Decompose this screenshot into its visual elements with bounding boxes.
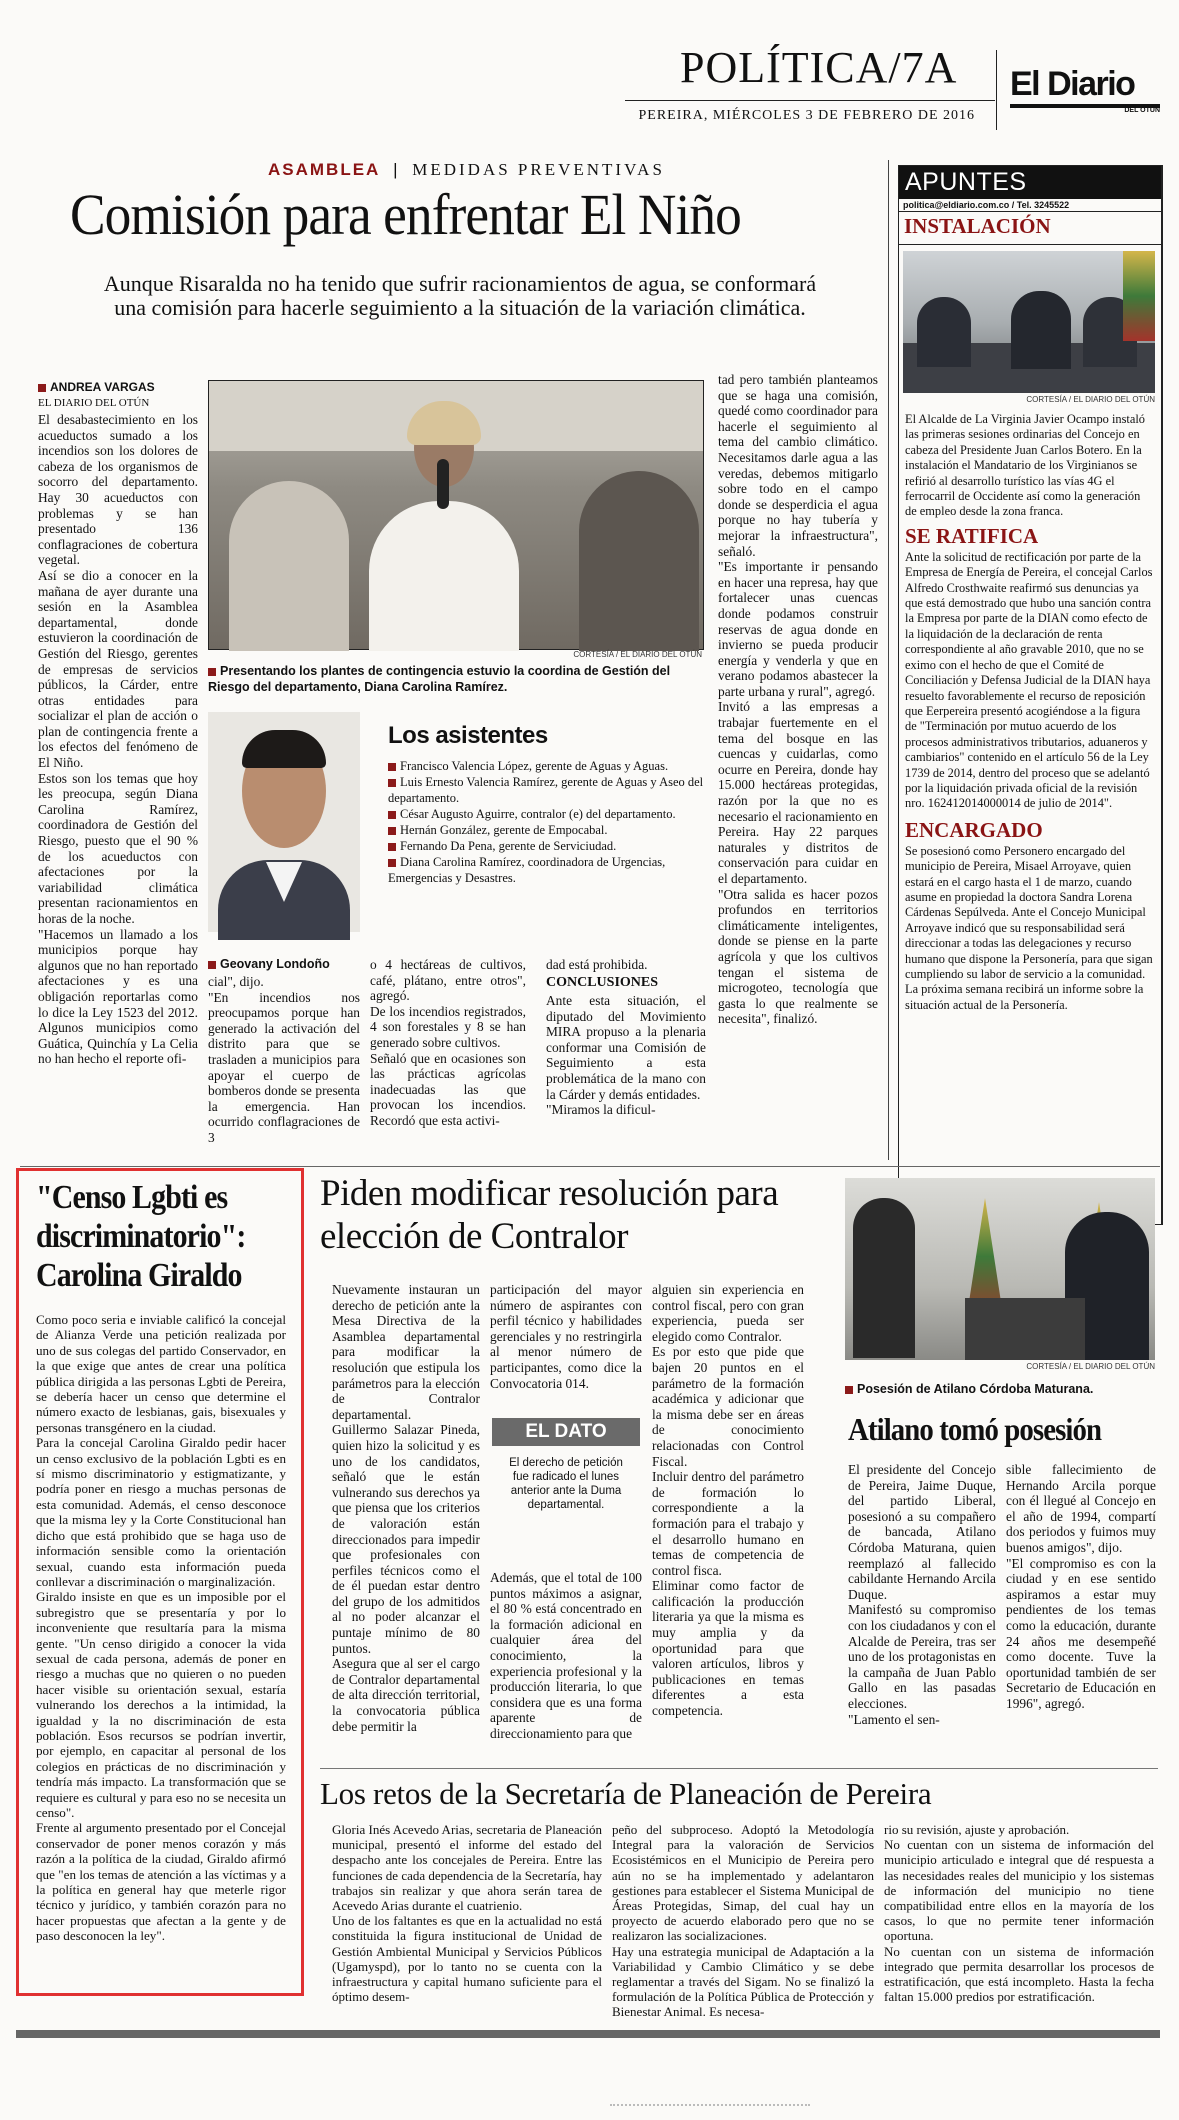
- photo-person-right: [579, 471, 699, 651]
- section-divider: [20, 1166, 1160, 1167]
- apuntes-vrule: [888, 160, 889, 1160]
- atilano-photo: [845, 1178, 1155, 1360]
- apuntes-s2-title: SE RATIFICA: [905, 523, 1039, 548]
- main-headline: Comisión para enfrentar El Niño: [70, 182, 741, 247]
- contralor-headline: Piden modificar resolución para elección de Contralor: [320, 1173, 779, 1257]
- main-col1-text: El desabastecimiento en los acueductos sumado a los incendios son los dolores de cabeza de los organismos de socorro del departamento. Hay 30 acueductos con problemas y se han presentado 136 conflagraciones de cobertura vegetal. Así se dio a conocer en la mañana de ayer durante una sesión en la Asamblea departamental, donde estuvieron la coordinación de Gestión del Riesgo, gerentes de empresas de servicios públicos, la Cárder, entre otras entidades para socializar el plan de acción o plan de contingencia frente a los efectos del fenómeno de El Niño. Estos son los temas que hoy les preocupa, según Diana Carolina Ramírez, coordinadora de Gestión del Riesgo, puesto que el 90 % de los acueductos con afectaciones por la variabilidad climática presentan racionamientos en horas de la noche. "Hacemos un llamado a los municipios porque hay algunos que no han reportado afectaciones y es una obligación reportarlas como lo dice la Ley 1523 del 2012. Algunos municipios como Guática, Quinchía y La Celia no han hecho el reporte ofi-: [38, 412, 198, 1067]
- asistente-item: Fernando Da Pena, gerente de Serviciudad.: [388, 838, 710, 854]
- brand-sub: DEL OTÚN: [1124, 107, 1160, 114]
- planeacion-col2: peño del subproceso. Adoptó la Metodología Integral para la valoración de Servicios Ecosistémicos en el Municipio de Pereira pero aún no se ha implementado y adelantaron gestiones para establecer el Sistema Municipal de Áreas Protegidas, Simap, del cual hay un proyecto de acuerdo elaborado pero que no se realizaron las socializaciones. Hay una estrategia municipal de Adaptación a la Variabilidad y Cambio Climático y se debe reglamentar a través del Sigam. No se finalizó la formulación de la Política Pública de Protección y Bienestar Animal. Es necesa-: [612, 1822, 874, 2020]
- main-col2a: cial", dijo. "En incendios nos preocupamos porque han generado la activación del distrito para que se trasladen a municipios para apoyar el cuerpo de bomberos donde se presenta la emergencia. Han ocurrido conflagraciones de 3: [208, 974, 360, 1145]
- dateline: PEREIRA, MIÉRCOLES 3 DE FEBRERO DE 2016: [638, 108, 975, 123]
- apuntes-contact: politica@eldiario.com.co / Tel. 3245522: [899, 199, 1161, 212]
- main-col1: [38, 412, 198, 1222]
- bullet-icon: [388, 779, 396, 787]
- bullet-icon: [388, 811, 396, 819]
- kicker-sep: |: [393, 160, 400, 179]
- atilano-person-left: [853, 1198, 915, 1358]
- bullet-icon: [845, 1386, 853, 1394]
- photo-speaker: [208, 380, 704, 650]
- asistentes-box: [388, 722, 710, 886]
- byline-outlet: EL DIARIO DEL OTÚN: [38, 396, 150, 409]
- main-col2b: o 4 hectáreas de cultivos, café, plátano, entre otros", agregó. De los incendios registrados, 4 son forestales y 8 se han generado sobre cultivos. Señaló que en ocasiones son las prácticas agrícolas inadecuadas las que provocan los incendios. Recordó que esta activi-: [370, 957, 526, 1128]
- asistentes-title: Los asistentes: [388, 722, 548, 749]
- contralor-col1: Nuevamente instauran un derecho de petición ante la Mesa Directiva de la Asamblea departamental para modificar la resolución que estipula los parámetros para la elección de Contralor departamental. Guillermo Salazar Pineda, quien hizo la solicitud y es uno de los candidatos, señaló que le están vulnerando sus derechos ya que piensa que los criterios de valoración están direccionados para impedir que profesionales con perfiles técnicos como el de él puedan estar dentro del grupo de los admitidos al no poder alcanzar el puntaje mínimo de 80 puntos. Asegura que al ser el cargo de Contralor departamental de alta dirección territorial, la convocatoria pública debe permitir la: [332, 1282, 480, 1734]
- kicker: [268, 160, 665, 180]
- contralor-col3: alguien sin experiencia en control fiscal, pero con gran experiencia, pueda ser elegido como Contralor. Es por esto que pide que bajen 20 puntos en el parámetro de la formación académica y adicionar que la misma debe ser en áreas de conocimiento relacionadas con Control Fiscal. Incluir dentro del parámetro de formación lo correspondiente a la formación para el trabajo y el desarrollo humano en temas de competencia de control fisca. Eliminar como factor de calificación la producción literaria ya que la misma es muy amplia y da oportunidad para que valoren artículos, libros y publicaciones en temas diferentes a esta competencia.: [652, 1282, 804, 1719]
- main-col2c: Ante esta situación, el diputado del Movimiento MIRA propuso a la plenaria conformar una Comisión de Seguimiento a esta problemática de la mano con la Cárder y demás entidades. "Miramos la dificul-: [546, 993, 706, 1118]
- dato-text: El derecho de petición fue radicado el lunes anterior ante la Duma departamental.: [509, 1457, 623, 1511]
- atilano-caption: Posesión de Atilano Córdoba Maturana.: [845, 1382, 1155, 1396]
- atilano-podium: [965, 1298, 1085, 1360]
- bullet-icon: [38, 384, 46, 392]
- dato-title: EL DATO: [492, 1418, 640, 1446]
- apuntes-s1-title: INSTALACIÓN: [899, 212, 1161, 245]
- censo-headline: "Censo Lgbti es discriminatorio": Carolina Giraldo: [36, 1179, 246, 1294]
- apuntes-photo-flag: [1123, 251, 1155, 341]
- bottom-dots: [610, 2104, 810, 2108]
- planeacion-rule: [320, 1768, 1158, 1769]
- asistente-item: Diana Carolina Ramírez, coordinadora de Urgencias, Emergencias y Desastres.: [388, 855, 666, 885]
- conclusiones-title: CONCLUSIONES: [546, 975, 659, 990]
- main-col2c-top: dad está prohibida.: [546, 957, 648, 972]
- photo-speaker-body: [369, 501, 519, 651]
- main-col3: tad pero también planteamos que se haga una comisión, quedé como coordinador para hacerle el seguimiento al tema del cambio climático. Necesitamos darle agua a las veredas, debemos mitigarlo sobre todo en el campo donde se desperdicia el agua porque no hay tubería y mejorar la infraestructura", señaló. "Es importante ir pensando en hacer una represa, hay que fortalecer unas cuencas donde podamos construir reservas de agua donde en invierno se pueda producir energía y venderla y que en verano podamos abastecer la parte urbana y rural", agregó. Invitó a las empresas a trabajar fuertemente en el tema del bosque en las cuencas y cuidarlas, como ocurre en Pereira, donde hay 15.000 hectáreas protegidas, razón por la que no es necesario el racionamiento en Pereira. Hay 22 parques naturales y distritos de conservación para cuidar en el departamento. "Otra salida es hacer pozos profundos en territorios climáticamente inteligentes, donde se piense en la parte agrícola y que los cultivos tengan el sistema de microgoteo, tecnología que gasta lo que realmente se necesita", finalizó.: [718, 372, 878, 1027]
- photo-person-left: [229, 481, 349, 651]
- photo-mic: [437, 459, 449, 509]
- asistentes-list: [388, 758, 710, 886]
- apuntes-photo-person1: [917, 297, 971, 367]
- masthead-vrule: [996, 50, 997, 130]
- bottom-band: [16, 2030, 1160, 2038]
- photo1-credit: CORTESÍA / EL DIARIO DEL OTÚN: [573, 650, 702, 659]
- censo-text: Como poco seria e inviable calificó la concejal de Alianza Verde una petición realizada por uno de sus colegas del partido Conservador, en la que exige que antes de crear una política pública dirigida a las personas Lgbti de Pereira, se debería hacer un censo que determine el número exacto de lesbianas, gais, bisexuales y personas transgénero en la ciudad. Para la concejal Carolina Giraldo pedir hacer un censo exclusivo de la población Lgbti es en sí mismo discriminatorio y estigmatizante, y podría poner en riesgo a muchas personas de esta comunidad. Además, el censo desconoce que la misma ley y la Corte Constitucional han dicho que está prohibido que se haga uso de información sensible como la orientación sexual, cuando esta información pueda conllevar a discriminación o marginalización. Giraldo insiste en que es un imposible por el subregistro que se presentaría y por lo inconveniente que resultaría para la misma gente. "Un censo dirigido a conocer la vida sexual de cada persona, además de poner en riesgo a muchas que no quieren o no pueden hacer visible su orientación sexual, estaría vulnerando los derechos a la intimidad, la igualdad y la no discriminación de esta población. Esos recursos se podrían invertir, por ejemplo, en capacitar al personal de los colegios en prácticas de no discriminación y tendría más impacto. La transformación que se requiere es cultural y para eso no se necesita un censo". Frente al argumento presentado por el Concejal conservador de poner menos corazón y más razón a la política de la ciudad, Giraldo afirmó que "en los temas de atención a las víctimas y a la política en general hay que meterle rigor técnico y jurídico, y también corazón para no hacer propuestas que afectan a la gente y de paso desconocen la ley".: [36, 1312, 286, 1944]
- apuntes-photo: [903, 251, 1155, 393]
- contralor-col2b: Además, que el total de 100 puntos máximos a asignar, el 80 % está concentrado en la formación adicional en cualquier área del conocimiento, la experiencia profesional y la producción literaria, lo que considera que es una forma aparente de direccionamiento para que: [490, 1570, 642, 1741]
- apuntes-photo-credit: CORTESÍA / EL DIARIO DEL OTÚN: [1026, 395, 1155, 404]
- atilano-photo-credit: CORTESÍA / EL DIARIO DEL OTÚN: [1026, 1362, 1155, 1371]
- kicker-asamblea: ASAMBLEA: [268, 160, 381, 179]
- apuntes-title: APUNTES: [899, 166, 1161, 199]
- asistente-item: Hernán González, gerente de Empocabal.: [388, 822, 710, 838]
- kicker-medidas: MEDIDAS PREVENTIVAS: [412, 160, 665, 179]
- bullet-icon: [208, 668, 216, 676]
- planeacion-col3: rio su revisión, ajuste y aprobación. No cuentan con un sistema de información del municipio articulado e integral que dé respuesta a las necesidades reales del municipio y los sistemas de información del municipio no tiene compatibilidad entre ellos en la mayoría de los casos, lo que no permite tener información oportuna. No cuentan con un sistema de información integrado que permita desarrollar los procesos de estratificación, que está incompleto. Hasta la fecha faltan 15.000 predios por estratificación.: [884, 1822, 1154, 2005]
- apuntes-sidebar: [898, 165, 1163, 1225]
- portrait-caption: Geovany Londoño: [208, 957, 358, 971]
- asistente-item: César Augusto Aguirre, contralor (e) del departamento.: [388, 806, 710, 822]
- main-deck: Aunque Risaralda no ha tenido que sufrir racionamientos de agua, se conformará una comisión para hacerle seguimiento a la situación de la variación climática.: [103, 271, 817, 320]
- bullet-icon: [208, 961, 216, 969]
- brand-logo: [1010, 66, 1160, 114]
- byline-author: ANDREA VARGAS: [38, 380, 198, 396]
- atilano-col2: sible fallecimiento de Hernando Arcila porque con él llegué al Concejo en el año de 1994, compartí dos periodos y fuimos muy buenos amigos", dijo. "El compromiso es con la ciudad y en ese sentido aspiramos a estar muy pendientes de los temas como la educación, durante 24 años me desempeñé como docente. Tuve la oportunidad también de ser Secretario de Educación en 1996", agregó.: [1006, 1462, 1156, 1711]
- atilano-headline: Atilano tomó posesión: [848, 1411, 1102, 1447]
- bullet-icon: [388, 859, 396, 867]
- byline: [38, 380, 198, 411]
- masthead-rule: [625, 100, 995, 101]
- contralor-col2a: participación del mayor número de aspirantes con perfil técnico y habilidades gerenciales y no restringirla al menor número de participantes, como dice la Convocatoria 014.: [490, 1282, 642, 1391]
- planeacion-headline: Los retos de la Secretaría de Planeación de Pereira: [320, 1776, 932, 1811]
- atilano-col1: El presidente del Concejo de Pereira, Jaime Duque, del partido Liberal, posesionó a su compañero de bancada, Atilano Córdoba Maturana, quien reemplazó al fallecido cabildante Hernando Arcila Duque. Manifestó su compromiso con los ciudadanos y con el Alcalde de Pereira, tras ser uno de los protagonistas en la campaña de Juan Pablo Gallo en las pasadas elecciones. "Lamento el sen-: [848, 1462, 996, 1727]
- dato-box: [492, 1418, 640, 1522]
- brand-name: El Diario: [1010, 65, 1135, 103]
- apuntes-photo-person2: [1011, 291, 1071, 369]
- asistente-item: Francisco Valencia López, gerente de Aguas y Aguas.: [388, 758, 710, 774]
- section-title: POLÍTICA/7A: [680, 43, 958, 92]
- apuntes-s3-text: Se posesionó como Personero encargado del municipio de Pereira, Misael Arroyave, quien estará en el cargo hasta el 1 de marzo, cuando asume en propiedad la doctora Sandra Lorena Cárdenas Sepúlveda. Ante el Concejo Municipal Arroyave indicó que su responsabilidad será direccionar a todas las delegaciones y recurso humano que dispone la Personería, para que sigan cumpliendo su labor de servicio a la comunidad. La próxima semana recibirá un informe sobre la situación actual de la Personería.: [905, 843, 1153, 1012]
- bullet-icon: [388, 843, 396, 851]
- portrait-hair: [242, 730, 326, 768]
- apuntes-s1-text: El Alcalde de La Virginia Javier Ocampo instaló las primeras sesiones ordinarias del Concejo en cabeza del Presidente Juan Carlos Botero. En la instalación el Mandatario de los Virginianos se refirió al desarrollo turístico las vías 4G el ferrocarril de Occidente así como la generación de empleo desde la zona franca.: [905, 412, 1146, 519]
- apuntes-s2-text: Ante la solicitud de rectificación por parte de la Empresa de Energía de Pereira, el concejal Carlos Alfredo Crosthwaite reafirmó sus denuncias ya que está demostrado que hubo una sanción contra la Empresa por parte de la DIAN como efecto de la liquidación de la declaración de renta correspondiente al año gravable 2010, que no se eximo con el hecho de que el Comité de Conciliación y Defensa Judicial de la DIAN haya resuelto favorablemente el recurso de reposición que Eerpereira presentó acogiéndose a la figura de "Terminación por mutuo acuerdo de los procesos administrativos tributarios, aduaneros y cambiarios" contenido en el artículo 56 de la Ley 1739 de 2014, dentro del proceso que se adelantó por la liquidación privada oficial de la revisión nro. 162412014000014 de julio de 2014".: [905, 549, 1153, 811]
- bullet-icon: [388, 827, 396, 835]
- bullet-icon: [388, 763, 396, 771]
- apuntes-s3-title: ENCARGADO: [905, 817, 1043, 842]
- photo1-caption: Presentando los plantes de contingencia estuvio la coordina de Gestión del Riesgo del departamento, Diana Carolina Ramírez.: [208, 664, 671, 694]
- portrait-photo: [208, 712, 360, 932]
- planeacion-col1: Gloria Inés Acevedo Arias, secretaria de Planeación municipal, presentó el informe del estado del despacho ante los concejales de Pereira. Entre las funciones de cada dependencia de la Secretaría, hay trabajos sin realizar y que ahora serán tarea de Acevedo Arias durante el cuatrienio. Uno de los faltantes es que en la actualidad no está constituida la figura institucional de Unidad de Gestión Ambiental Municipal y Servicios Públicos (Ugamyspd), por lo tanto no se cuenta con la infraestructura y capital humano suficiente para el óptimo desem-: [332, 1822, 602, 2005]
- asistente-item: Luis Ernesto Valencia Ramírez, gerente de Aguas y Aseo del departamento.: [388, 775, 704, 805]
